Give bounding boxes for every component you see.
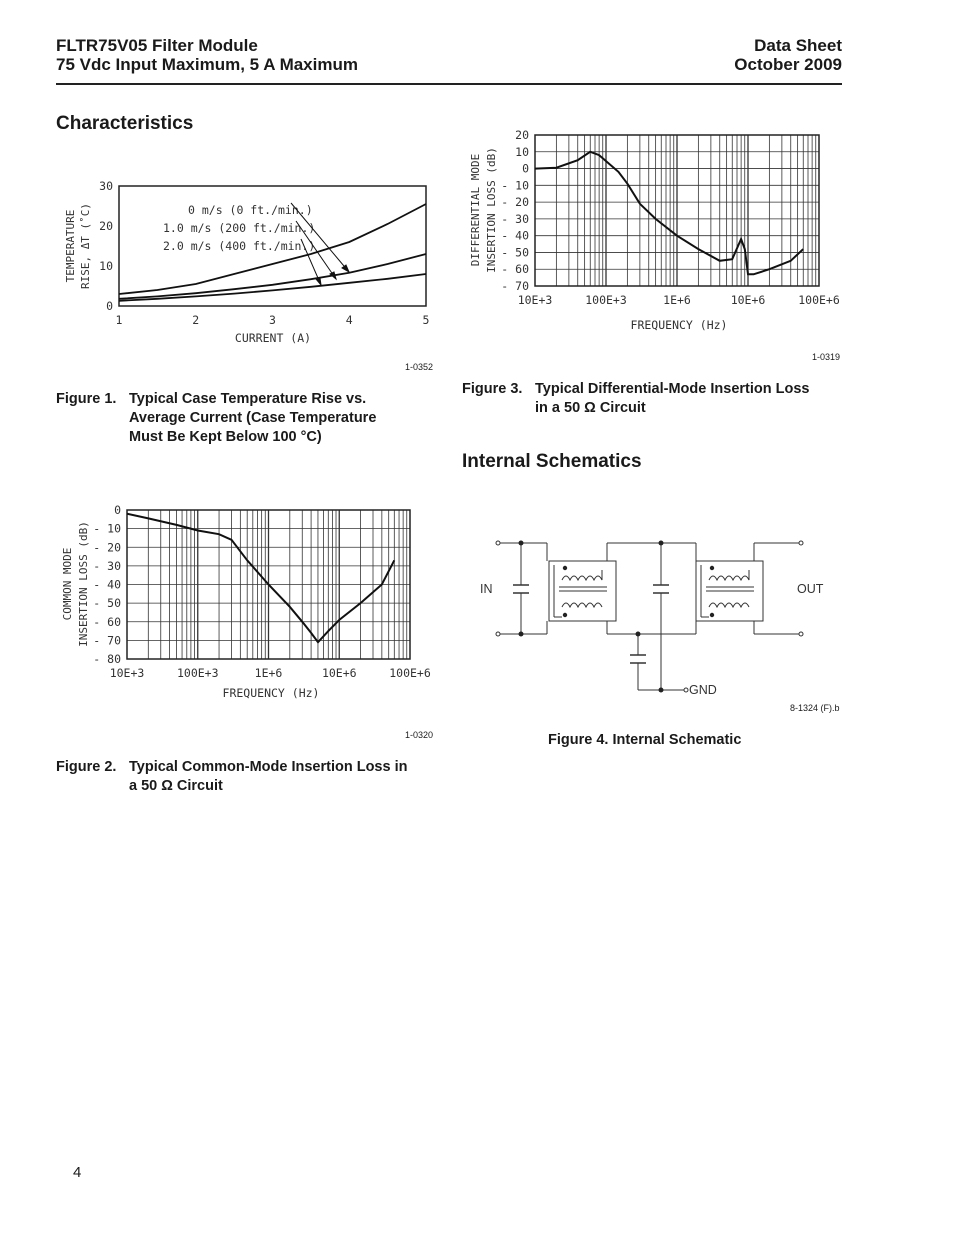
fig3-caption-line: Typical Differential-Mode Insertion Loss xyxy=(535,381,810,397)
fig3-y-tick-label: - 20 xyxy=(501,195,529,210)
terminal-in-bottom xyxy=(496,632,500,636)
fig1-caption-line: Must Be Kept Below 100 °C) xyxy=(129,429,322,445)
fig3-ylabel-2: INSERTION LOSS (dB) xyxy=(485,147,498,273)
fig3-y-tick-label: - 50 xyxy=(501,245,529,260)
junction-dot xyxy=(519,541,524,546)
fig2-chart xyxy=(56,500,446,710)
fig2-y-tick-label: - 50 xyxy=(93,596,121,611)
fig3-ylabel-1: DIFFERENTIAL MODE xyxy=(469,153,482,267)
fig1-y-tick-label: 30 xyxy=(99,179,113,193)
fig2-y-tick-label: - 40 xyxy=(93,577,121,592)
choke-1-winding-top xyxy=(562,570,602,580)
fig3-y-tick-label: 10 xyxy=(515,144,529,159)
fig2-ylabel-2: INSERTION LOSS (dB) xyxy=(77,521,90,647)
fig2-x-tick-label: 100E+3 xyxy=(176,666,219,680)
fig1-annotation-0: 0 m/s (0 ft./min.) xyxy=(188,203,313,217)
fig2-caption-line: Typical Common-Mode Insertion Loss in xyxy=(129,759,408,775)
doc-title-line1: FLTR75V05 Filter Module xyxy=(56,36,258,55)
fig2-y-tick-label: - 60 xyxy=(93,614,121,629)
fig1-leader-0 xyxy=(291,203,349,272)
fig2-y-tick-label: - 30 xyxy=(93,558,121,573)
fig1-caption-number: Figure 1. xyxy=(56,391,117,407)
fig1-chart xyxy=(56,175,446,375)
fig3-y-tick-label: 0 xyxy=(522,161,529,176)
fig1-x-tick-label: 1 xyxy=(115,313,123,327)
fig2-y-tick-label: - 80 xyxy=(93,652,121,666)
label-out: OUT xyxy=(797,582,824,596)
fig2-caption-line: a 50 Ω Circuit xyxy=(129,778,223,794)
junction-dot xyxy=(659,541,664,546)
doc-type: Data Sheet xyxy=(754,36,842,55)
fig4-caption: Figure 4. Internal Schematic xyxy=(548,732,742,748)
fig4-id: 8-1324 (F).b xyxy=(790,703,840,713)
fig1-x-tick-label: 2 xyxy=(192,313,200,327)
fig3-y-tick-label: - 10 xyxy=(501,178,529,193)
fig3-xlabel: FREQUENCY (Hz) xyxy=(630,318,728,332)
fig1-ylabel-2: RISE, ΔT (˚C) xyxy=(79,202,92,290)
terminal-out-top xyxy=(799,541,803,545)
fig1-id: 1-0352 xyxy=(405,362,434,372)
doc-date: October 2009 xyxy=(734,55,842,74)
terminal-gnd xyxy=(684,688,688,692)
fig3-caption-number: Figure 3. xyxy=(462,381,523,397)
terminal-out-bottom xyxy=(799,632,803,636)
fig2-ylabel-1: COMMON MODE xyxy=(61,547,74,621)
label-in: IN xyxy=(480,582,493,596)
fig3-y-tick-label: - 70 xyxy=(501,279,529,293)
fig1-series-line-2 xyxy=(119,274,426,301)
fig1-y-tick-label: 10 xyxy=(99,259,113,273)
section-title-internal-schematics: Internal Schematics xyxy=(462,451,642,472)
fig2-x-tick-label: 100E+6 xyxy=(389,666,431,680)
terminal-in-top xyxy=(496,541,500,545)
junction-dot xyxy=(659,688,664,693)
fig2-y-tick-label: - 20 xyxy=(93,540,121,555)
fig3-y-tick-label: 20 xyxy=(515,128,529,142)
fig3-y-tick-label: - 30 xyxy=(501,211,529,226)
fig3-x-tick-label: 10E+3 xyxy=(517,293,553,307)
fig1-y-tick-label: 20 xyxy=(99,219,113,233)
fig2-y-tick-label: - 10 xyxy=(93,521,121,536)
fig3-x-tick-label: 100E+6 xyxy=(798,293,840,307)
fig1-arrowhead-0 xyxy=(342,265,349,272)
polarity-dot xyxy=(563,613,567,617)
fig1-series-line-1 xyxy=(119,254,426,299)
fig2-xlabel: FREQUENCY (Hz) xyxy=(222,686,320,700)
fig2-series-line-0 xyxy=(127,514,394,643)
fig3-series-line-0 xyxy=(535,152,803,274)
polarity-dot xyxy=(710,613,714,617)
fig3-id: 1-0319 xyxy=(812,352,841,362)
fig3-x-tick-label: 100E+3 xyxy=(585,293,627,307)
fig2-y-tick-label: 0 xyxy=(114,503,121,517)
fig1-x-tick-label: 4 xyxy=(345,313,353,327)
junction-dot xyxy=(519,632,524,637)
fig2-x-tick-label: 1E+6 xyxy=(254,666,283,680)
fig3-x-tick-label: 10E+6 xyxy=(730,293,766,307)
fig3-y-tick-label: - 60 xyxy=(501,262,529,277)
polarity-dot xyxy=(710,566,714,570)
fig2-y-tick-label: - 70 xyxy=(93,633,121,648)
fig1-arrowhead-2 xyxy=(316,278,321,285)
fig1-xlabel: CURRENT (A) xyxy=(234,331,312,345)
page-number: 4 xyxy=(73,1164,82,1181)
fig3-caption-line: in a 50 Ω Circuit xyxy=(535,400,646,416)
polarity-dot xyxy=(563,566,567,570)
fig1-x-tick-label: 5 xyxy=(422,313,430,327)
doc-title xyxy=(56,36,358,74)
fig1-y-tick-label: 0 xyxy=(106,299,113,313)
fig2-caption-number: Figure 2. xyxy=(56,759,117,775)
choke-2-winding-top xyxy=(709,570,749,580)
fig3-x-tick-label: 1E+6 xyxy=(663,293,691,307)
label-gnd: GND xyxy=(689,683,717,697)
fig1-annotation-2: 2.0 m/s (400 ft./min.) xyxy=(163,239,316,253)
header-rule xyxy=(56,83,842,85)
fig1-caption-line: Typical Case Temperature Rise vs. xyxy=(129,391,367,407)
fig1-annotation-1: 1.0 m/s (200 ft./min.) xyxy=(163,221,316,235)
fig2-x-tick-label: 10E+3 xyxy=(109,666,145,680)
fig1-caption xyxy=(56,390,376,447)
doc-title-line2: 75 Vdc Input Maximum, 5 A Maximum xyxy=(56,55,358,74)
fig1-caption-line: Average Current (Case Temperature xyxy=(129,410,377,426)
section-title-characteristics: Characteristics xyxy=(56,113,194,134)
fig2-id: 1-0320 xyxy=(405,730,434,740)
fig2-caption xyxy=(56,758,407,796)
choke-1-winding-bottom xyxy=(562,603,602,607)
fig2-x-tick-label: 10E+6 xyxy=(321,666,357,680)
doc-meta xyxy=(734,36,842,74)
fig1-x-tick-label: 3 xyxy=(269,313,276,327)
fig4-schematic xyxy=(462,525,852,720)
fig3-y-tick-label: - 40 xyxy=(501,228,529,243)
fig3-caption xyxy=(462,380,809,418)
choke-2-winding-bottom xyxy=(709,603,749,607)
junction-dot xyxy=(636,632,641,637)
fig3-chart xyxy=(462,123,852,343)
fig1-ylabel-1: TEMPERATURE xyxy=(64,209,77,283)
